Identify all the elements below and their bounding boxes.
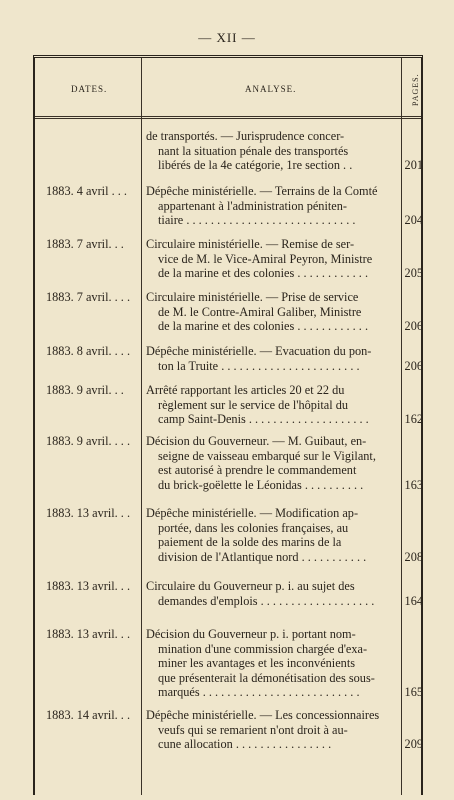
entry-line: portée, dans les colonies françaises, au <box>158 520 349 535</box>
entry-line: Décision du Gouverneur p. i. portant nom- <box>146 627 356 641</box>
entry-line: miner les avantages et les inconvénients <box>158 656 356 671</box>
entry-page-number: 205 <box>404 266 423 281</box>
entry-date: 1883. 7 avril. . . . <box>46 290 131 304</box>
entry-line: Dépêche ministérielle. — Modification ap- <box>146 506 359 520</box>
entry-analysis <box>146 290 396 334</box>
entry-line: règlement sur le service de l'hôpital du <box>158 397 349 412</box>
entry-line: Dépêche ministérielle. — Evacuation du pon- <box>146 344 372 358</box>
index-table <box>33 55 423 795</box>
entry-page-number: 163 <box>404 477 423 492</box>
entry-page-number: 206 <box>404 319 423 334</box>
entry-date: 1883. 9 avril. . . <box>46 383 124 397</box>
entry-analysis <box>146 506 396 564</box>
entry-analysis <box>146 627 396 700</box>
entry-line: nant la situation pénale des transportés <box>158 143 349 158</box>
entry-analysis <box>146 708 396 752</box>
header-rule-2 <box>35 118 421 119</box>
entry-date: 1883. 13 avril. . . <box>46 627 131 641</box>
entry-line: veufs qui se remarient n'ont droit à au- <box>158 722 348 737</box>
entry-line: mination d'une commission chargée d'exa- <box>158 641 368 656</box>
entry-date: 1883. 13 avril. . . <box>46 579 131 593</box>
entry-line: marqués . . . . . . . . . . . . . . . . . . . . . . . . . . <box>158 685 360 700</box>
entry-line: Circulaire du Gouverneur p. i. au sujet des <box>146 579 355 593</box>
entry-analysis <box>146 344 396 373</box>
entry-line: ton la Truite . . . . . . . . . . . . . . . . . . . . . . . <box>158 358 360 373</box>
column-header-pages: PAGES. <box>411 73 420 107</box>
entry-page-number: 165 <box>404 685 423 700</box>
entry-page-number: 206 <box>404 358 423 373</box>
column-header-dates: DATES. <box>71 84 108 94</box>
entry-line: de la marine et des colonies . . . . . . . . . . . . <box>158 266 369 281</box>
entry-date: 1883. 8 avril. . . . <box>46 344 131 358</box>
entry-page-number: 162 <box>404 412 423 427</box>
entry-line: cune allocation . . . . . . . . . . . . . . . . <box>158 737 332 752</box>
entry-line: tiaire . . . . . . . . . . . . . . . . . . . . . . . . . . . . <box>158 213 356 228</box>
entry-date: 1883. 4 avril . . . <box>46 184 127 198</box>
entry-line: camp Saint-Denis . . . . . . . . . . . . . . . . . . . . <box>158 412 369 427</box>
entry-analysis <box>146 237 396 281</box>
entry-analysis <box>146 129 396 173</box>
entry-line: du brick-goëlette le Léonidas . . . . . . . . . . <box>158 477 364 492</box>
entry-line: que présenterait la démonétisation des sous- <box>158 670 375 685</box>
column-divider-dates <box>141 58 142 795</box>
entry-date: 1883. 9 avril. . . . <box>46 434 131 448</box>
column-divider-pages <box>401 58 402 795</box>
page-number: — XII — <box>198 30 256 45</box>
header-rule <box>35 116 421 117</box>
entry-date: 1883. 14 avril. . . <box>46 708 131 722</box>
entry-line: seigne de vaisseau embarqué sur le Vigilant, <box>158 448 376 463</box>
column-header-analyse: ANALYSE. <box>245 84 297 94</box>
entry-page-number: 204 <box>404 213 423 228</box>
entry-analysis <box>146 184 396 228</box>
entry-line: Dépêche ministérielle. — Les concessionnaires <box>146 708 380 722</box>
entry-line: demandes d'emplois . . . . . . . . . . . . . . . . . . . <box>158 593 375 608</box>
entry-line: Dépêche ministérielle. — Terrains de la Comté <box>146 184 378 198</box>
entry-page-number: 208 <box>404 549 423 564</box>
entry-analysis <box>146 579 396 608</box>
entry-line: Arrêté rapportant les articles 20 et 22 du <box>146 383 345 397</box>
entry-line: division de l'Atlantique nord . . . . . . . . . . . <box>158 549 367 564</box>
entry-page-number: 201 <box>404 158 423 173</box>
entry-page-number: 164 <box>404 593 423 608</box>
entry-line: de la marine et des colonies . . . . . . . . . . . . <box>158 319 369 334</box>
entry-date: 1883. 13 avril. . . <box>46 506 131 520</box>
entry-line: Circulaire ministérielle. — Prise de service <box>146 290 359 304</box>
entry-line: libérés de la 4e catégorie, 1re section . . <box>158 158 353 173</box>
entry-line: de M. le Contre-Amiral Galiber, Ministre <box>158 304 362 319</box>
entry-line: Décision du Gouverneur. — M. Guibaut, en- <box>146 434 367 448</box>
entry-analysis <box>146 434 396 492</box>
entry-line: vice de M. le Vice-Amiral Peyron, Ministre <box>158 251 373 266</box>
entry-page-number: 209 <box>404 737 423 752</box>
entry-line: est autorisé à prendre le commandement <box>158 463 357 478</box>
entry-analysis <box>146 383 396 427</box>
entry-line: appartenant à l'administration péniten- <box>158 198 347 213</box>
entry-line: paiement de la solde des marins de la <box>158 535 342 550</box>
entry-line: Circulaire ministérielle. — Remise de ser- <box>146 237 355 251</box>
entry-date: 1883. 7 avril. . . <box>46 237 124 251</box>
entry-line: de transportés. — Jurisprudence concer- <box>146 129 345 143</box>
